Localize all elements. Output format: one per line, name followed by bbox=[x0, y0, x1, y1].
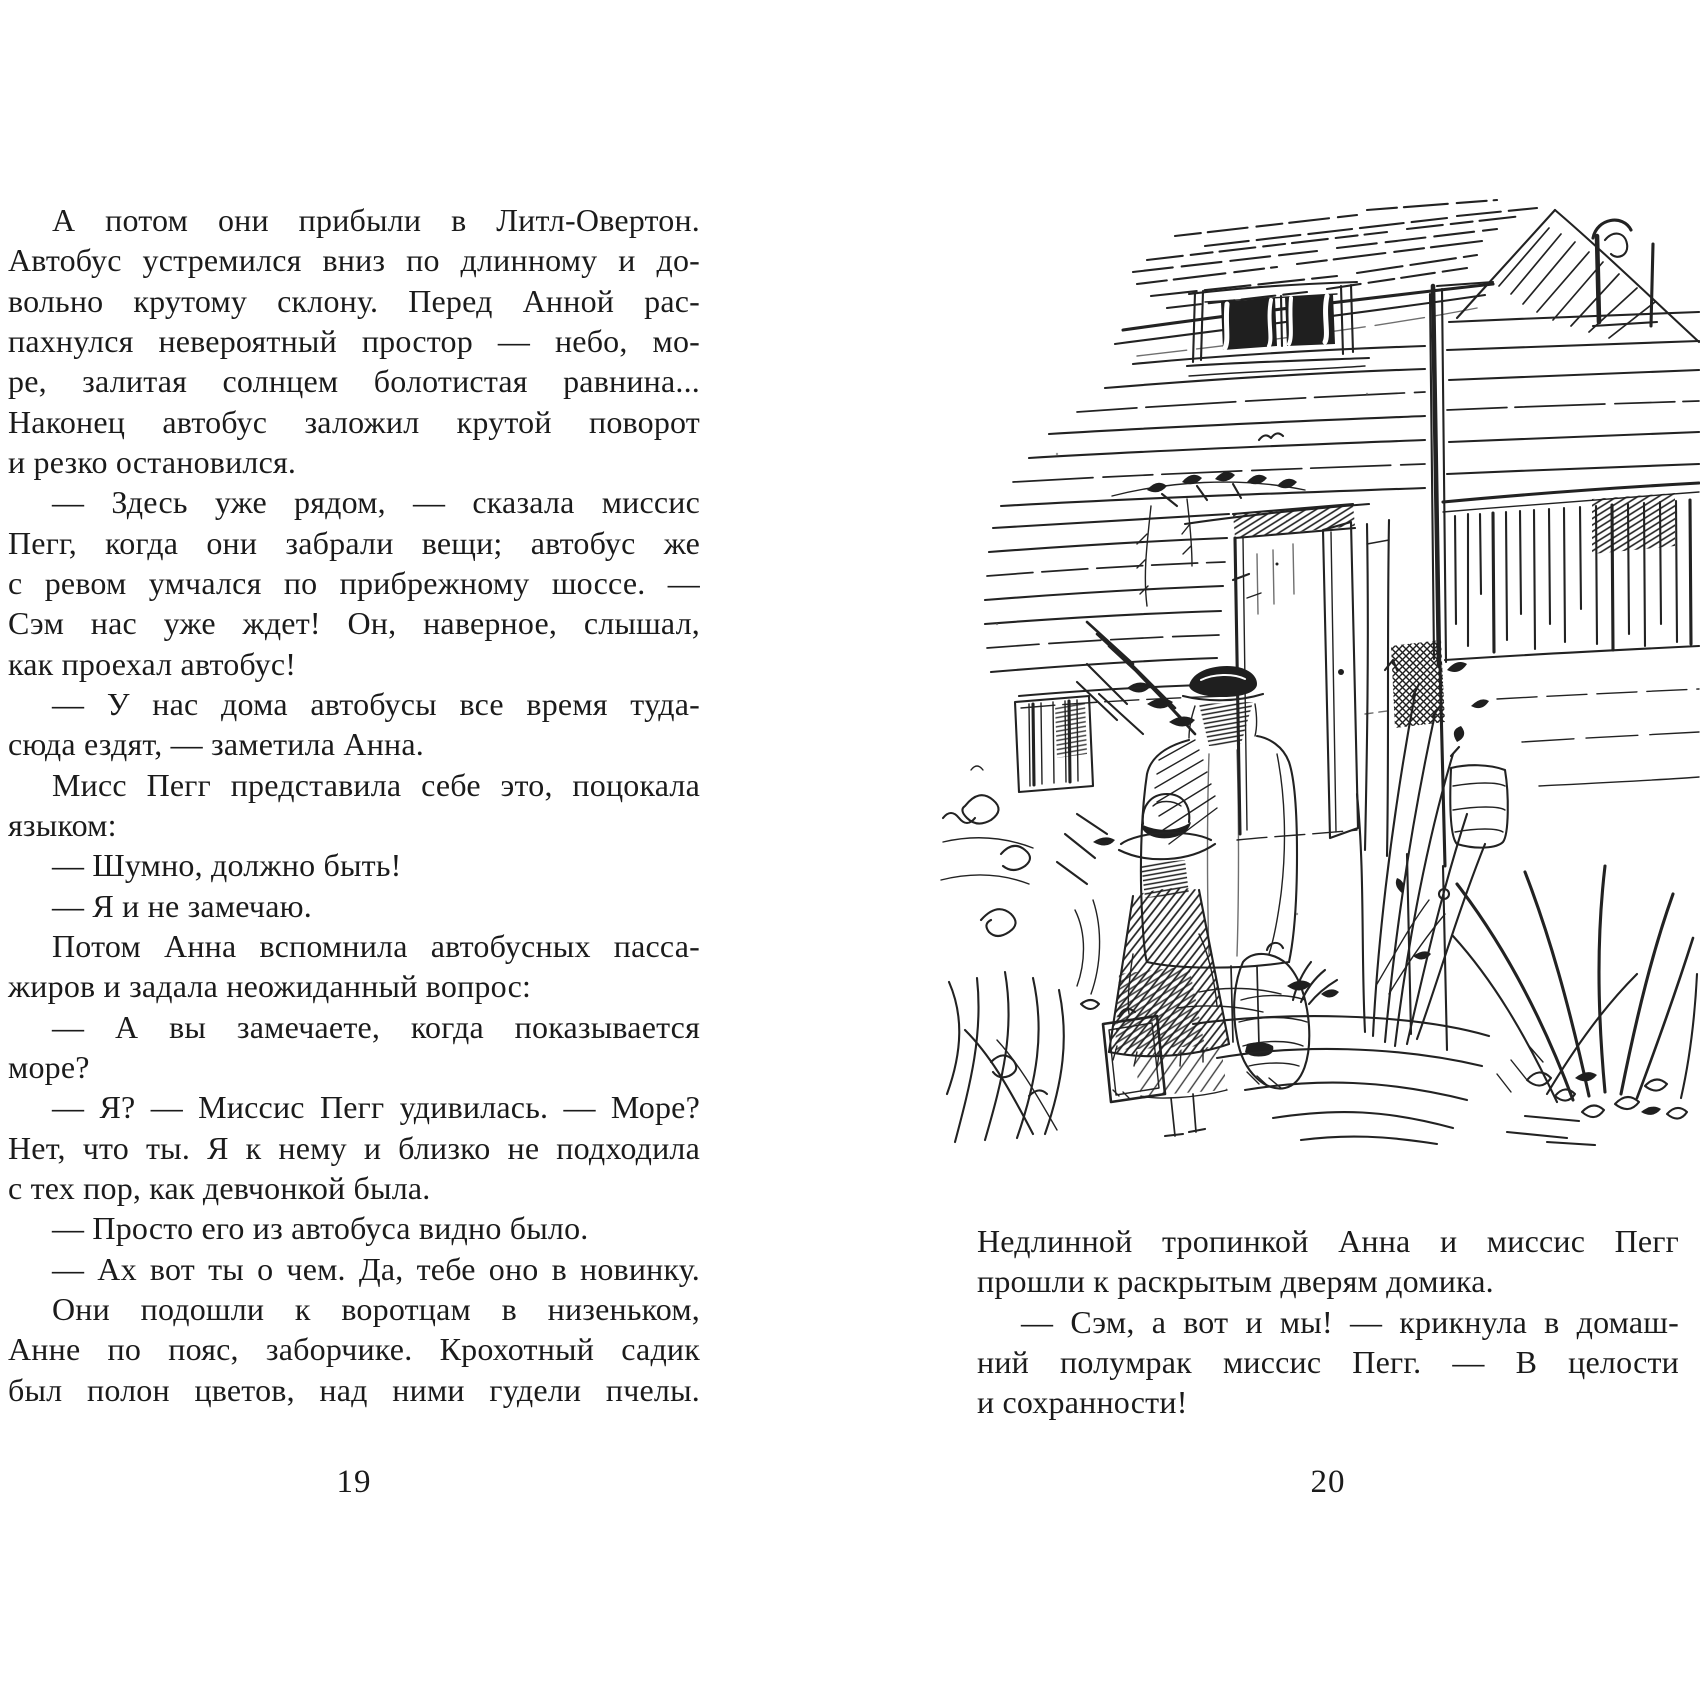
text-line: А потом они прибыли в Литл-Овертон. bbox=[52, 202, 700, 238]
bushes-left bbox=[941, 766, 1115, 1142]
attic-window bbox=[1187, 282, 1369, 376]
text-line: — Я? — Миссис Пегг удивилась. — Море? bbox=[52, 1089, 700, 1126]
text-line: Сэм нас уже ждет! Он, наверное, слышал, bbox=[8, 605, 700, 642]
text-line: и резко остановился. bbox=[8, 443, 297, 480]
text-line: и сохранности! bbox=[977, 1384, 1188, 1421]
text-line: — Здесь уже рядом, — сказала миссис bbox=[52, 484, 700, 521]
text-line: — Просто его из автобуса видно было. bbox=[52, 1210, 589, 1247]
hedge-and-gate-left bbox=[1015, 684, 1229, 792]
text-line: — У нас дома автобусы все время туда- bbox=[52, 685, 700, 722]
text-line: — Сэм, а вот и мы! — крикнула в домаш- bbox=[1021, 1303, 1679, 1340]
text-line: — Шумно, должно быть! bbox=[52, 847, 402, 884]
text-line: Мисс Пегг представила себе это, поцокала bbox=[52, 766, 700, 803]
text-line: языком: bbox=[8, 806, 117, 843]
grass-clump-right bbox=[1453, 866, 1697, 1119]
text-line: как проехал автобус! bbox=[8, 645, 297, 682]
text-line: пахнулся невероятный простор — небо, мо- bbox=[8, 322, 700, 359]
anna-figure bbox=[1109, 794, 1229, 1136]
text-line: Пегг, когда они забрали вещи; автобус же bbox=[8, 524, 700, 561]
text-line: Нет, что ты. Я к нему и близко не подходила bbox=[8, 1129, 700, 1166]
text-line: вольно крутому склону. Перед Анной рас- bbox=[8, 282, 700, 319]
wall-accents bbox=[996, 393, 1368, 915]
text-line: Потом Анна вспомнила автобусных пасса- bbox=[52, 927, 700, 964]
text-line: прошли к раскрытым дверям домика. bbox=[977, 1263, 1494, 1300]
garden-fence bbox=[1443, 483, 1699, 786]
text-line: море? bbox=[8, 1048, 90, 1085]
text-line: Они подошли к воротцам в низеньком, bbox=[52, 1290, 700, 1327]
text-line: Анне по пояс, заборчике. Крохотный садик bbox=[8, 1331, 700, 1368]
text-line: Наконец автобус заложил крутой поворот bbox=[8, 403, 700, 440]
clapboard-right bbox=[1447, 312, 1699, 474]
text-line: — Ах вот ты о чем. Да, тебе оно в новинку. bbox=[52, 1250, 700, 1287]
text-line: Автобус устремился вниз по длинному и до- bbox=[8, 242, 700, 279]
text-line: — А вы замечаете, когда показывается bbox=[52, 1008, 700, 1045]
page-20-text bbox=[977, 1221, 1679, 1423]
text-line: с тех пор, как девчонкой была. bbox=[8, 1169, 431, 1206]
text-line: Недлинной тропинкой Анна и миссис Пегг bbox=[977, 1223, 1679, 1259]
page-19-text bbox=[8, 200, 700, 1410]
text-line: жиров и задала неожиданный вопрос: bbox=[8, 968, 532, 1005]
page-20-number: 20 bbox=[1310, 1464, 1346, 1500]
clapboard-front bbox=[985, 346, 1425, 672]
page-19-number: 19 bbox=[336, 1464, 372, 1500]
cottage-illustration bbox=[936, 194, 1700, 1146]
text-line: ний полумрак миссис Пегг. — В целости bbox=[977, 1343, 1679, 1380]
text-line: сюда ездят, — заметила Анна. bbox=[8, 726, 424, 763]
text-line: с ревом умчался по прибрежному шоссе. — bbox=[8, 564, 700, 601]
text-line: был полон цветов, над ними гудели пчелы. bbox=[8, 1371, 700, 1408]
text-line: ре, залитая солнцем болотистая равнина... bbox=[8, 363, 700, 400]
text-line: — Я и не замечаю. bbox=[52, 887, 312, 924]
